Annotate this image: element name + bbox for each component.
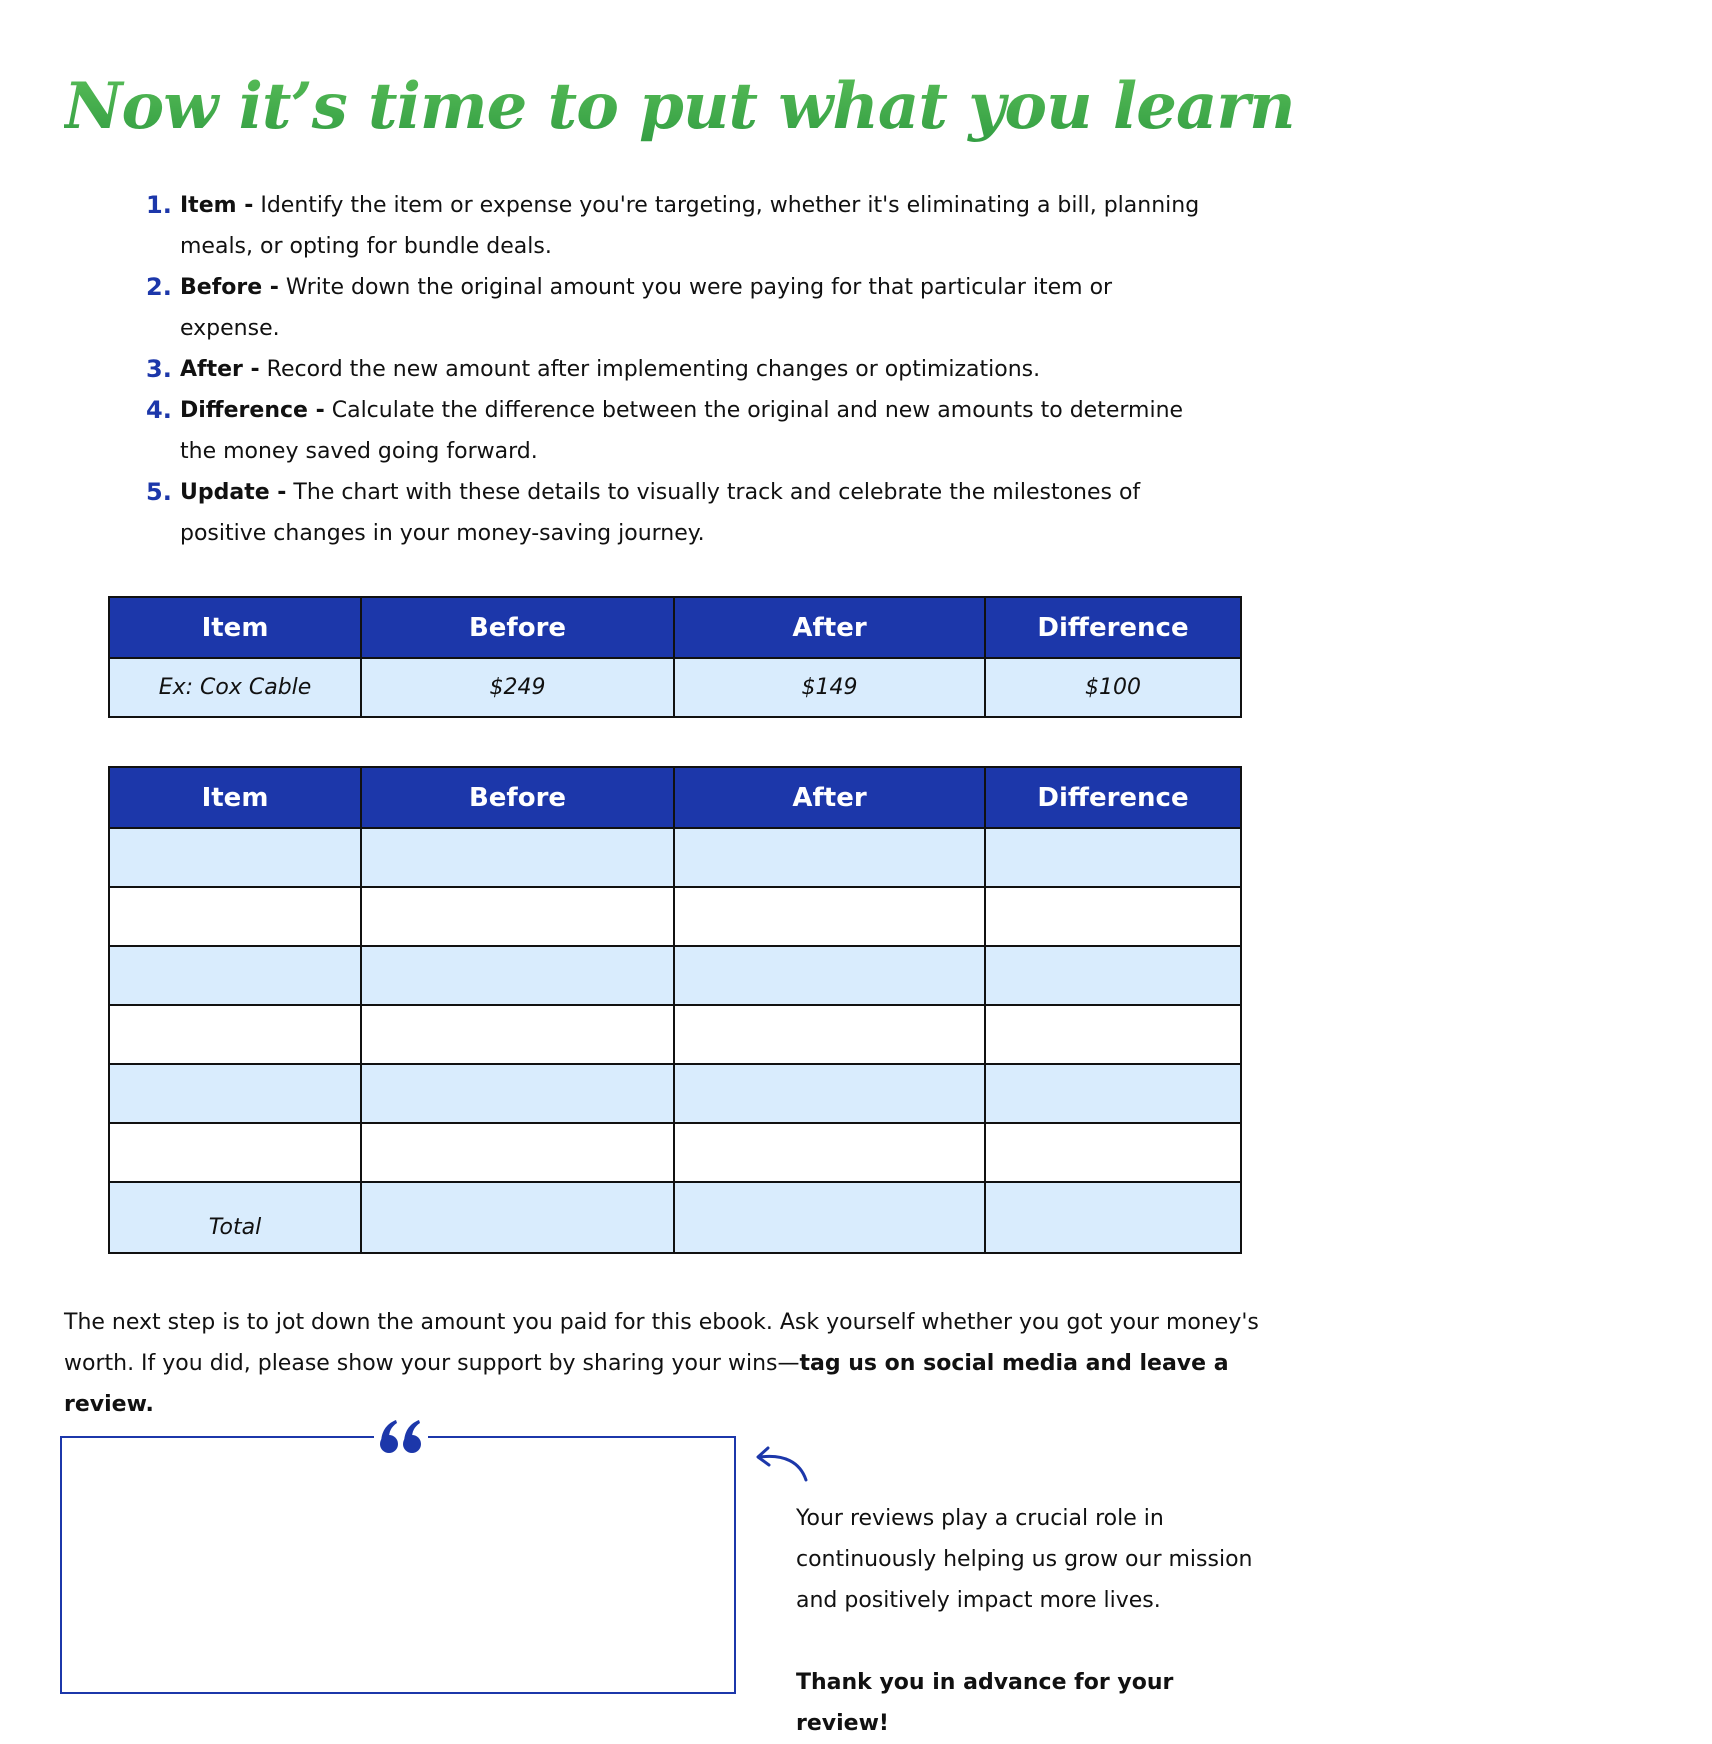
item-cell[interactable] [109,828,361,887]
step-text: Record the new amount after implementing changes or optimizations. [259,357,1041,382]
total-row [109,1182,1241,1253]
item-cell[interactable] [109,946,361,1005]
difference-cell[interactable] [985,887,1241,946]
difference-cell[interactable] [985,1064,1241,1123]
difference-cell[interactable] [985,1005,1241,1064]
step-after [140,349,1200,390]
item-cell[interactable] [109,1064,361,1123]
step-number: 4. [146,396,172,424]
step-item [140,185,1200,267]
step-text: Calculate the difference between the original and new amounts to determine the money saved going forward. [180,398,1184,464]
table-row [109,658,1241,717]
example-difference-cell: $100 [985,658,1241,717]
step-term: Before - [180,275,279,300]
review-note-text: Your reviews play a crucial role in continuously helping us grow our mission and positively impact more lives. [796,1506,1253,1613]
before-cell[interactable] [361,1123,674,1182]
instructions-list [140,185,1200,554]
example-item-cell: Ex: Cox Cable [109,658,361,717]
header-difference: Difference [985,597,1241,658]
total-label: Total [109,1182,361,1253]
after-cell[interactable] [674,887,985,946]
before-cell[interactable] [361,828,674,887]
curved-arrow-icon [748,1440,814,1484]
table-row [109,828,1241,887]
step-number: 5. [146,478,172,506]
after-cell[interactable] [674,1064,985,1123]
difference-cell[interactable] [985,828,1241,887]
step-before [140,267,1200,349]
total-after-cell[interactable] [674,1182,985,1253]
step-text: Write down the original amount you were paying for that particular item or expense. [180,275,1113,341]
page-title: Now it’s time to put what you learned to a test! [64,62,1294,152]
closing-paragraph [64,1302,1304,1425]
step-text: Identify the item or expense you're targeting, whether it's eliminating a bill, planning meals, or opting for bundle deals. [180,193,1200,259]
step-term: Item - [180,193,254,218]
table-row [109,946,1241,1005]
step-difference [140,390,1200,472]
example-table [108,596,1242,718]
review-note [796,1498,1266,1744]
step-text: The chart with these details to visually track and celebrate the milestones of positive changes in your money-saving journey. [180,480,1141,546]
quote-icon [374,1414,428,1460]
header-item: Item [109,767,361,828]
item-cell[interactable] [109,887,361,946]
table-row [109,1005,1241,1064]
closing-call-to-action: tag us on social media and leave a review. [64,1351,1229,1417]
header-difference: Difference [985,767,1241,828]
example-before-cell: $249 [361,658,674,717]
step-term: After - [180,357,260,382]
before-cell[interactable] [361,1005,674,1064]
after-cell[interactable] [674,828,985,887]
after-cell[interactable] [674,946,985,1005]
tracker-table [108,766,1242,1254]
table-row [109,887,1241,946]
item-cell[interactable] [109,1005,361,1064]
before-cell[interactable] [361,887,674,946]
item-cell[interactable] [109,1123,361,1182]
table-row [109,1123,1241,1182]
step-update [140,472,1200,554]
step-number: 3. [146,355,172,383]
review-thanks: Thank you in advance for your review! [796,1670,1174,1736]
step-term: Update - [180,480,287,505]
difference-cell[interactable] [985,946,1241,1005]
difference-cell[interactable] [985,1123,1241,1182]
after-cell[interactable] [674,1005,985,1064]
closing-text: The next step is to jot down the amount you paid for this ebook. Ask yourself whether you got your money's worth. If you did, please show your support by sharing your wins— [64,1310,1259,1376]
table-row [109,1064,1241,1123]
header-before: Before [361,597,674,658]
total-difference-cell[interactable] [985,1182,1241,1253]
step-term: Difference - [180,398,325,423]
before-cell[interactable] [361,1064,674,1123]
review-box[interactable] [60,1436,736,1694]
header-item: Item [109,597,361,658]
step-number: 1. [146,191,172,219]
after-cell[interactable] [674,1123,985,1182]
before-cell[interactable] [361,946,674,1005]
total-before-cell[interactable] [361,1182,674,1253]
header-after: After [674,767,985,828]
step-number: 2. [146,273,172,301]
example-after-cell: $149 [674,658,985,717]
header-before: Before [361,767,674,828]
header-after: After [674,597,985,658]
